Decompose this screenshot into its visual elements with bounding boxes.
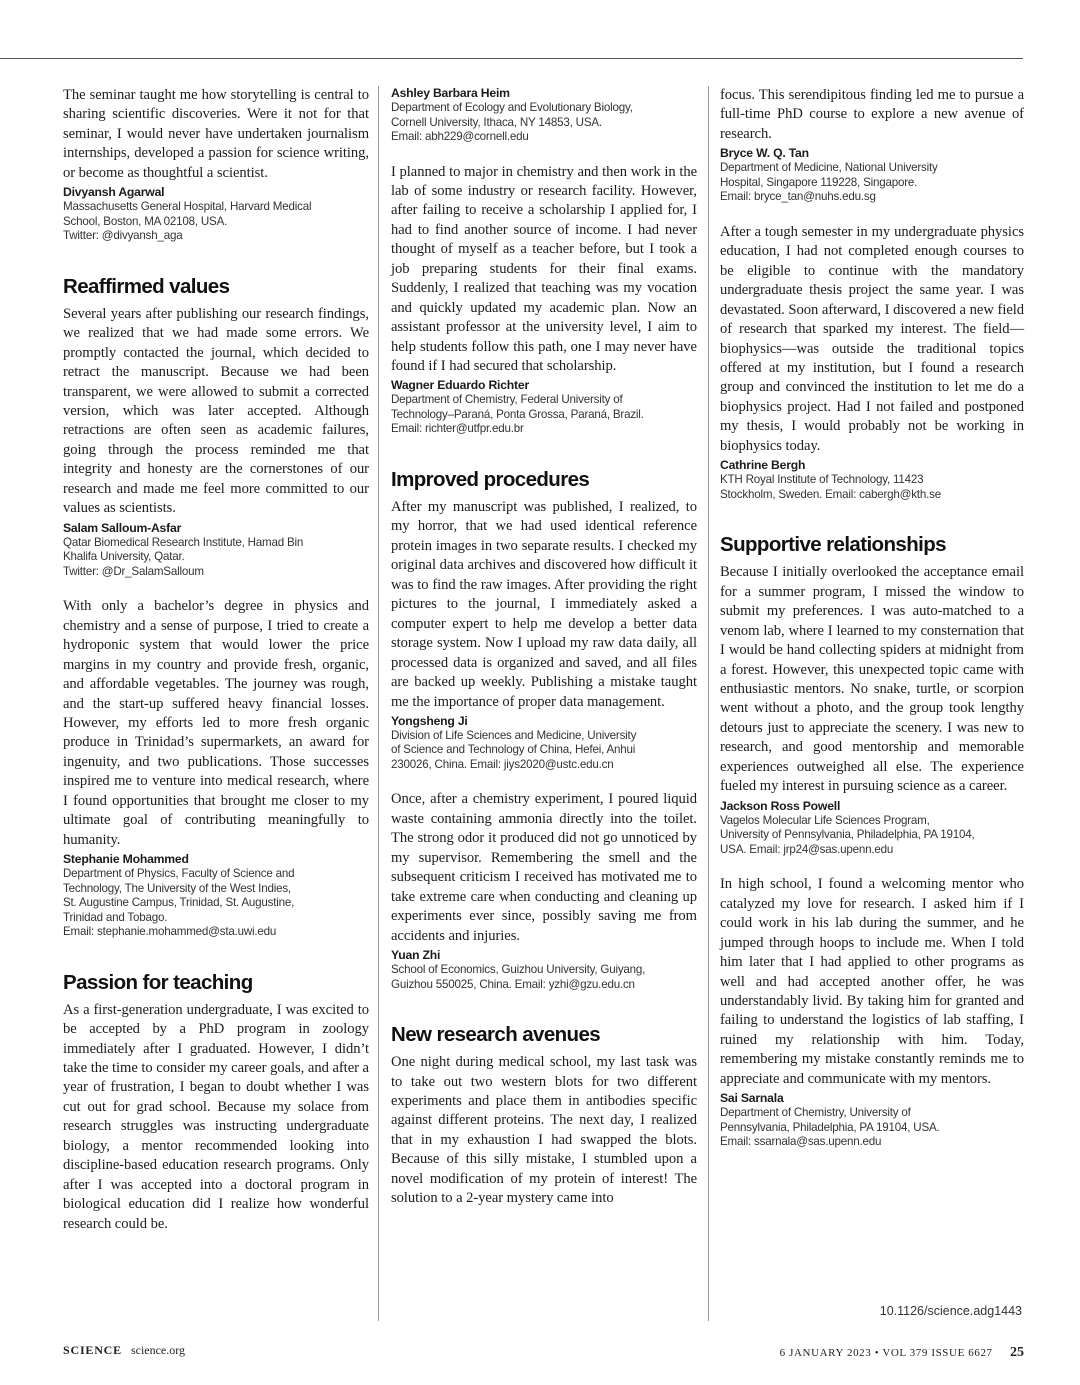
author-affiliation: Division of Life Sciences and Medicine, University of Science and Technology of China, Hefei, Anhui 230026, China. Email: jiys2020@ustc.edu.cn xyxy=(391,728,637,771)
author-name: Divyansh Agarwal xyxy=(63,185,165,200)
letter-text: As a first-generation undergraduate, I was excited to be accepted by a PhD program in zoology immediately after I graduated. However, I didn’t take the time to consider my career goals, and after a year of frustration, I began to doubt whether I was cut out for grad school. Because my solace from research struggles was instructing undergraduate biology, a mentor recommended looking into discipline-based education research programs. Only after I was accepted into a doctoral program in biological education did I realize how wonderful research could be. xyxy=(63,1001,369,1232)
letter-text: In high school, I found a welcoming mentor who catalyzed my love for research. I asked him if I could work in his lab during the summer, and he jumped through hoops to include me. When I told him later that I had applied to other programs as well and had accepted another offer, he was understandably livid. By taking him for granted and failing to understand the logistics of lab staffing, I ruined my relationship with him. Today, remembering my mistake constantly reminds me to appreciate and communicate with my mentors. xyxy=(720,876,1024,1087)
author-affiliation: Vagelos Molecular Life Sciences Program, University of Pennsylvania, Philadelphia, PA 19104, USA. Email: jrp24@sas.upenn.edu xyxy=(720,813,975,856)
letter-text: I planned to major in chemistry and then work in the lab of some industry or research facility. However, after failing to receive a scholarship I applied for, I had to find another source of income. I had never thought of myself as a teacher before, but I took a job preparing students for their final exams. Suddenly, I realized that teaching was my vocation and quickly updated my academic plan. Now an assistant professor at the university level, I aim to help students follow this path, one I may never have found if I had secured that scholarship. xyxy=(391,163,697,375)
author-affiliation: Qatar Biomedical Research Institute, Hamad Bin Khalifa University, Qatar. Twitter: @Dr_SalamSalloum xyxy=(63,535,304,578)
doi-link[interactable]: 10.1126/science.adg1443 xyxy=(879,1304,1022,1318)
author-affiliation: KTH Royal Institute of Technology, 11423 Stockholm, Sweden. Email: cabergh@kth.se xyxy=(720,473,941,501)
journal-name: SCIENCE xyxy=(63,1343,122,1357)
author-name: Yuan Zhi xyxy=(391,948,441,963)
top-rule xyxy=(0,58,1023,59)
letter-text: focus. This serendipitous finding led me to pursue a full-time PhD course to explore a new avenue of research. xyxy=(720,87,1024,142)
author-affiliation: Department of Chemistry, University of Pennsylvania, Philadelphia, PA 19104, USA. Email: ssarnala@sas.upenn.edu xyxy=(720,1106,940,1149)
issue-info: 6 JANUARY 2023 • VOL 379 ISSUE 6627 xyxy=(779,1347,993,1359)
author-affiliation: Department of Medicine, National University Hospital, Singapore 119228, Singapore. Email: bryce_tan@nuhs.edu.sg xyxy=(720,161,938,204)
letter-text: After my manuscript was published, I realized, to my horror, that we had used identical reference protein images in two separate results. I checked my original data archives and discovered how difficult it was to find the raw images. After providing the right pictures to the journal, I immediately asked a computer expert to help me develop a better data storage system. Now I upload my raw data daily, all processed data is organized and saved, and all files are backed up weekly. Publishing a mistake taught me the importance of proper data management. xyxy=(391,498,697,710)
author-name: Jackson Ross Powell xyxy=(720,798,841,813)
section-heading: Reaffirmed values xyxy=(63,274,230,298)
column-divider xyxy=(708,86,709,1321)
letter-text: Once, after a chemistry experiment, I poured liquid waste containing ammonia directly into the toilet. The strong odor it produced did not go unnoticed by my supervisor. Remembering the smell and the subsequent criticism I received has motivated me to take extreme care when conducting and cleaning up experiments ever since, possibly saving me from accidents and injuries. xyxy=(391,791,697,944)
letter-text: Because I initially overlooked the acceptance email for a summer program, I missed the window to submit my preferences. I was auto-matched to a venom lab, where I learned to my consternation that I would be hand collecting spiders at midnight from a forest. However, this unexpected topic came with enthusiastic mentors. No snake, turtle, or scorpion went without a photo, and the group took lengthy detours just to appreciate the scenery. I was new to research, and good mentorship and memorable experiences outweighed all else. The experience fueled my interest in pursuing science as a career. xyxy=(720,564,1024,795)
journal-site[interactable]: science.org xyxy=(130,1343,186,1357)
author-name: Wagner Eduardo Richter xyxy=(391,378,530,393)
author-name: Stephanie Mohammed xyxy=(63,852,189,867)
author-affiliation: Department of Ecology and Evolutionary Biology, Cornell University, Ithaca, NY 14853, USA. Email: abh229@cornell.edu xyxy=(391,101,633,143)
section-heading: Improved procedures xyxy=(391,467,590,491)
author-name: Sai Sarnala xyxy=(720,1091,784,1106)
column-divider xyxy=(378,86,379,1321)
author-name: Bryce W. Q. Tan xyxy=(720,146,809,161)
letter-text: After a tough semester in my undergraduate physics education, I had not completed enough courses to be eligible to continue with the mandatory undergraduate thesis project the same year. I was devastated. Soon afterward, I discovered a new field of research that sparked my interest. The field—biophysics—was outside the traditional topics offered at my institution, but I found a research group and convinced the institution to let me do a biophysics project. Had I not failed and postponed my thesis, I would probably not be working in biophysics today. xyxy=(720,223,1024,454)
page-footer-right xyxy=(780,1345,1024,1361)
section-heading: New research avenues xyxy=(391,1023,601,1047)
author-name: Yongsheng Ji xyxy=(391,713,468,728)
author-name: Cathrine Bergh xyxy=(720,458,806,473)
letter-text: With only a bachelor’s degree in physics and chemistry and a sense of purpose, I tried to create a hydroponic system that would lower the price margins in my country and provide fresh, organic, and affordable vegetables. The journey was rough, and the start-up suffered heavy financial losses. However, my efforts led to more fresh organic produce in Trinidad’s supermarkets, an award for ingenuity, and two publications. Those successes inspired me to venture into medical research, where I found opportunities that brought me closer to my ultimate goal of contributing meaningfully to humanity. xyxy=(63,598,369,848)
letter-text: Several years after publishing our research findings, we realized that we had made some errors. We promptly contacted the journal, which decided to retract the manuscript. Because we had been transparent, we were allowed to submit a corrected version, which was later accepted. Although retractions are often seen as academic failures, going through the process reminded me that integrity and honesty are the cornerstones of our research and made me feel more committed to our values as scientists. xyxy=(63,305,369,517)
page-number: 25 xyxy=(1010,1345,1024,1360)
author-affiliation: School of Economics, Guizhou University, Guiyang, Guizhou 550025, China. Email: yzhi@gzu.edu.cn xyxy=(391,963,646,991)
author-affiliation: Massachusetts General Hospital, Harvard Medical School, Boston, MA 02108, USA. Twitter: @divyansh_aga xyxy=(63,200,312,243)
section-heading: Supportive relationships xyxy=(720,533,946,557)
author-name: Ashley Barbara Heim xyxy=(391,86,510,100)
author-affiliation: Department of Physics, Faculty of Science and Technology, The University of the West Indies, St. Augustine Campus, Trinidad, St. Augustine, Trinidad and Tobago. Email: stephanie.mohammed@sta.uwi.edu xyxy=(63,867,295,939)
author-affiliation: Department of Chemistry, Federal University of Technology–Paraná, Ponta Grossa, Paraná, Brazil. Email: richter@utfpr.edu.br xyxy=(391,393,644,436)
letter-text: One night during medical school, my last task was to take out two western blots for two different experiments and place them in antibodies specific against different proteins. The next day, I realized that in my exhaustion I had swapped the blots. Because of this silly mistake, I stumbled upon a novel modification of my protein of interest! The solution to a 2-year mystery came into xyxy=(391,1054,697,1207)
column-middle xyxy=(391,86,697,1209)
letter-text: The seminar taught me how storytelling is central to sharing scientific discoveries. Were it not for that seminar, I would never have undertaken journalism internships, developed a passion for science writing, or become as thoughtful a scientist. xyxy=(63,87,369,181)
column-right xyxy=(720,86,1024,1150)
author-name: Salam Salloum-Asfar xyxy=(63,520,182,535)
column-left xyxy=(63,86,369,1234)
page-footer-left xyxy=(63,1343,185,1358)
section-heading: Passion for teaching xyxy=(63,970,253,994)
